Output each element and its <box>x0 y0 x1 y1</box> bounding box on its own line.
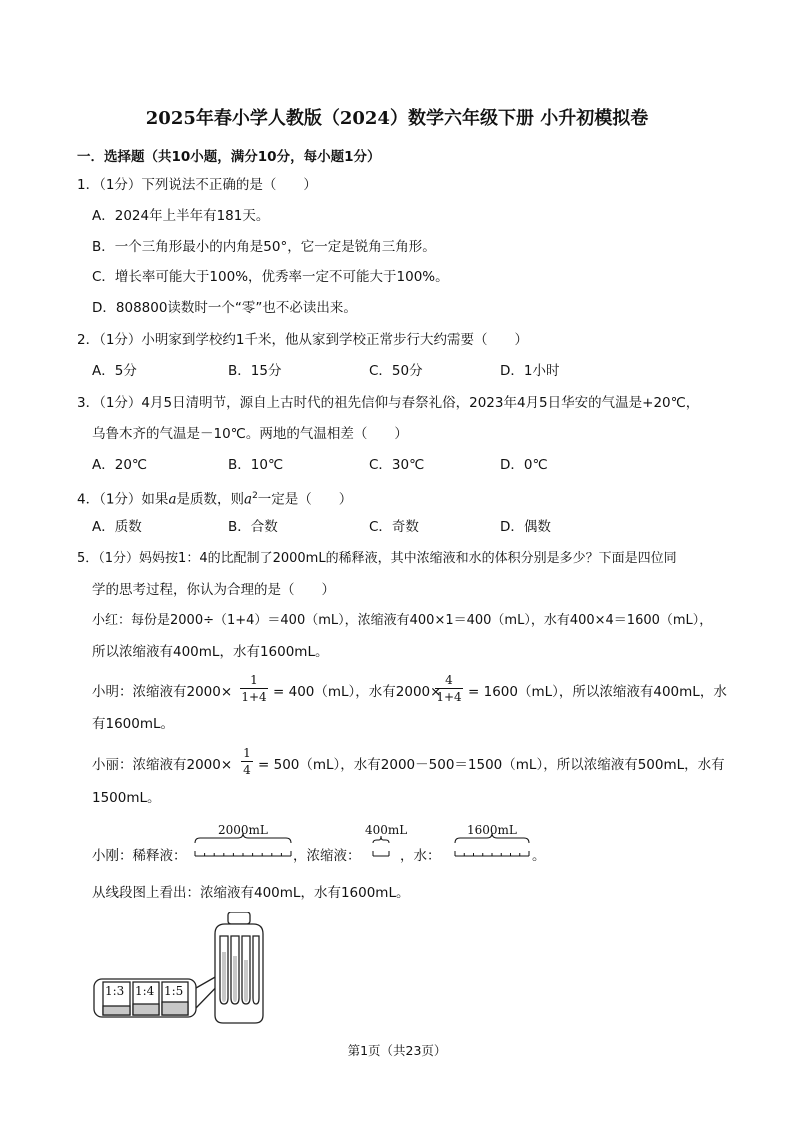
xiaogang-label-water: ，水： <box>400 848 441 864</box>
q3-option-c: C．30℃ <box>369 457 425 473</box>
q1-option-b: B．一个三角形最小的内角是50°，它一定是锐角三角形。 <box>92 239 436 255</box>
q2-option-b: B．15分 <box>228 363 282 379</box>
xiaohong-line1: 小红：每份是2000÷（1+4）＝400（mL），浓缩液有400×1＝400（mL），水有400×4＝1600（mL）， <box>92 613 713 628</box>
q1-option-c: C．增长率可能大于100%，优秀率一定不可能大于100%。 <box>92 269 449 285</box>
q1-stem: 1．（1分）下列说法不正确的是（ ） <box>77 177 317 193</box>
container-cap <box>228 912 250 924</box>
xiaohong-line2: 所以浓缩液有400mL，水有1600mL。 <box>92 644 329 660</box>
q3-option-b: B．10℃ <box>228 457 284 473</box>
xiaoli-fraction: 1 4 <box>241 746 253 777</box>
ticks-water <box>455 851 529 856</box>
xiaoli-part-b: = 500（mL），水有2000－500＝1500（mL），所以浓缩液有500mL，水有 <box>258 757 725 773</box>
q1-option-d: D．808800读数时一个“零”也不必读出来。 <box>92 300 357 316</box>
q5-stem-line2: 学的思考过程，你认为合理的是（ ） <box>92 582 335 598</box>
xiaoming-line2: 有1600mL。 <box>92 716 175 732</box>
page-footer: 第1页（共23页） <box>347 1043 447 1058</box>
xiaoming-fraction-2: 4 1+4 <box>436 673 462 704</box>
xiaogang-label-total: 小刚：稀释液： <box>92 848 187 864</box>
strip-label-3: 1:5 <box>164 984 184 998</box>
tube-4 <box>253 936 259 1004</box>
q2-option-d: D．1小时 <box>500 363 560 379</box>
q2-option-a: A．5分 <box>92 363 137 379</box>
brace-total <box>195 833 291 843</box>
q3-option-a: A．20℃ <box>92 457 148 473</box>
segment-label-water: 1600mL <box>467 823 517 837</box>
segment-label-total: 2000mL <box>218 823 268 837</box>
strip-label-1: 1:3 <box>105 984 125 998</box>
q1-option-a: A．2024年上半年有181天。 <box>92 208 270 224</box>
strip-label-2: 1:4 <box>135 984 155 998</box>
ticks-concentrate <box>373 851 389 856</box>
q4-option-b: B．合数 <box>228 519 278 535</box>
xiaoming-part-b: = 400（mL），水有2000× <box>273 684 442 700</box>
q5-stem-line1: 5．（1分）妈妈按1：4的比配制了2000mL的稀释液，其中浓缩液和水的体积分别是多少？下面是四位同 <box>77 551 677 566</box>
section-heading: 一．选择题（共10小题，满分10分，每小题1分） <box>77 149 381 165</box>
q4-stem: 4．（1分）如果a是质数，则$a^2$一定是（ ） <box>77 491 353 508</box>
xiaogang-label-concentrate: ，浓缩液： <box>293 848 361 864</box>
q3-stem-line2: 乌鲁木齐的气温是－10℃。两地的气温相差（ ） <box>92 426 408 442</box>
q2-option-c: C．50分 <box>369 363 423 379</box>
xiaoming-fraction-1: 1 1+4 <box>241 673 267 704</box>
xiaoli-line2: 1500mL。 <box>92 790 161 806</box>
xiaogang-conclusion: 从线段图上看出：浓缩液有400mL，水有1600mL。 <box>92 885 410 901</box>
xiaoming-part-a: 小明：浓缩液有2000× <box>92 684 233 700</box>
segment-label-concentrate: 400mL <box>365 823 408 837</box>
q3-option-d: D．0℃ <box>500 457 548 473</box>
brace-water <box>455 833 529 843</box>
xiaoming-part-c: = 1600（mL），所以浓缩液有400mL，水 <box>468 684 727 700</box>
test-tube-figure <box>92 912 282 1027</box>
page-title: 2025年春小学人教版（2024）数学六年级下册 小升初模拟卷 <box>145 108 649 129</box>
q2-stem: 2．（1分）小明家到学校约1千米，他从家到学校正常步行大约需要（ ） <box>77 332 529 348</box>
q3-stem-line1: 3．（1分）4月5日清明节，源自上古时代的祖先信仰与春祭礼俗，2023年4月5日华安的气温是+20℃， <box>77 395 700 411</box>
ticks-total <box>195 851 291 856</box>
xiaogang-end: 。 <box>532 848 546 864</box>
q4-option-d: D．偶数 <box>500 519 551 535</box>
xiaoli-part-a: 小丽：浓缩液有2000× <box>92 757 233 773</box>
q4-option-c: C．奇数 <box>369 519 419 535</box>
q4-option-a: A．质数 <box>92 519 142 535</box>
brace-concentrate <box>373 836 389 843</box>
